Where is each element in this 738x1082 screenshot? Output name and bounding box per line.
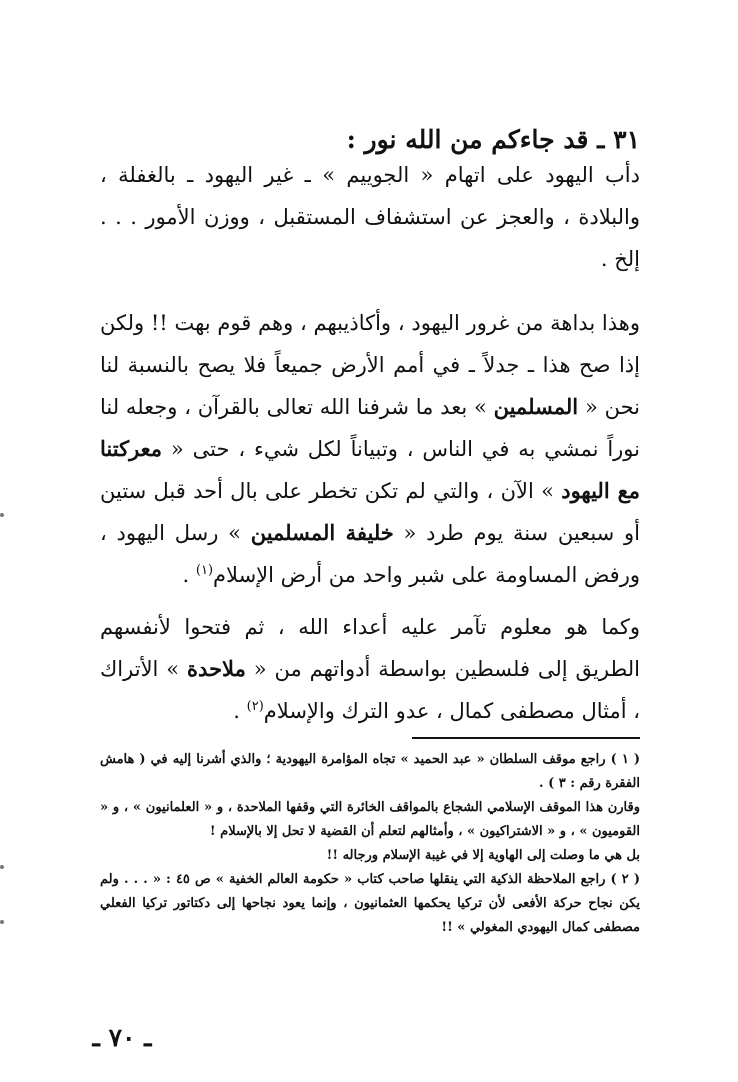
scan-mark-3 xyxy=(0,920,4,924)
paragraph-1: دأب اليهود على اتهام « الجوييم » ـ غير اليهود ـ بالغفلة ، والبلادة ، والعجز عن استشفاف المستقبل ، ووزن الأمور . . . إلخ . xyxy=(100,163,640,271)
footnotes xyxy=(100,748,640,940)
paragraph-2-text-part-1: وهذا بداهة من غرور اليهود ، وأكاذيبهم ، وهم قوم بهت !! ولكن إذا صح هذا ـ جدلاً ـ في أمم الأرض جميعاً فلا يصح بالنسبة لنا نحن « xyxy=(100,311,640,419)
paragraph-2-ending: . xyxy=(182,563,196,587)
section-heading: ٣١ ـ قد جاءكم من الله نور : xyxy=(346,124,640,154)
footnote-2: ( ٢ ) راجع الملاحظة الذكية التي ينقلها صاحب كتاب « حكومة العالم الخفية » ص ٤٥ : « . . . ولم يكن نجاح حركة الأفعى لأن تركيا يحكمها العثمانيون ، وإنما يعود نجاحها إلى دكتاتور تركيا الفعلي مصطفى كمال اليهودي المغولي » !! xyxy=(100,872,640,935)
scan-mark-1 xyxy=(0,513,4,517)
paragraph-2-text-part-3: » الآن ، والتي لم تكن تخطر على بال أحد قبل ستين أو سبعين سنة يوم طرد « xyxy=(100,479,640,545)
footnote-1-closing: بل هي ما وصلت إلى الهاوية إلا في غيبة الإسلام ورجاله !! xyxy=(326,848,640,863)
paragraph-2-text-part-2: » بعد ما شرفنا الله تعالى بالقرآن ، وجعله لنا نوراً نمشي به في الناس ، وتبياناً لكل شيء ، حتى « xyxy=(100,395,640,461)
term-atheists: ملاحدة xyxy=(187,656,246,681)
paragraph-3-text-part-1: وكما هو معلوم تآمر عليه أعداء الله ، ثم فتحوا لأنفسهم الطريق إلى فلسطين بواسطة أدواتهم من « xyxy=(100,615,640,681)
scan-mark-2 xyxy=(0,865,4,869)
footnote-1-comparison: وقارن هذا الموقف الإسلامي الشجاع بالمواقف الخائرة التي وقفها الملاحدة ، و « العلمانيون » ، و « القوميون » ، و « الاشتراكيون » ، وأمثالهم لتعلم أن القضية لا تحل إلا بالإسلام ! xyxy=(100,800,640,839)
footnote-ref-2: (٢) xyxy=(246,699,264,714)
paragraph-2 xyxy=(100,302,640,596)
footnote-ref-1: (١) xyxy=(195,563,214,578)
paragraph-3-ending: . xyxy=(233,699,247,723)
term-caliph-of-muslims: خليفة المسلمين xyxy=(250,520,394,545)
paragraph-3-text-part-2: » الأتراك ، أمثال مصطفى كمال ، عدو الترك والإسلام xyxy=(100,657,640,723)
footnote-1: ( ١ ) راجع موقف السلطان « عبد الحميد » تجاه المؤامرة اليهودية ؛ والذي أشرنا إليه في ( هامش الفقرة رقم : ٣ ) . xyxy=(100,752,640,791)
paragraph-2-text-part-4: » رسل اليهود ، ورفض المساومة على شبر واحد من أرض الإسلام xyxy=(100,521,640,587)
term-muslims: المسلمين xyxy=(493,394,579,419)
term-our-battle-with-jews: معركتنا مع اليهود xyxy=(100,436,640,503)
paragraph-3 xyxy=(100,606,640,732)
page-number: ـ ٧٠ ـ xyxy=(92,1023,152,1052)
footnote-separator xyxy=(412,737,640,739)
